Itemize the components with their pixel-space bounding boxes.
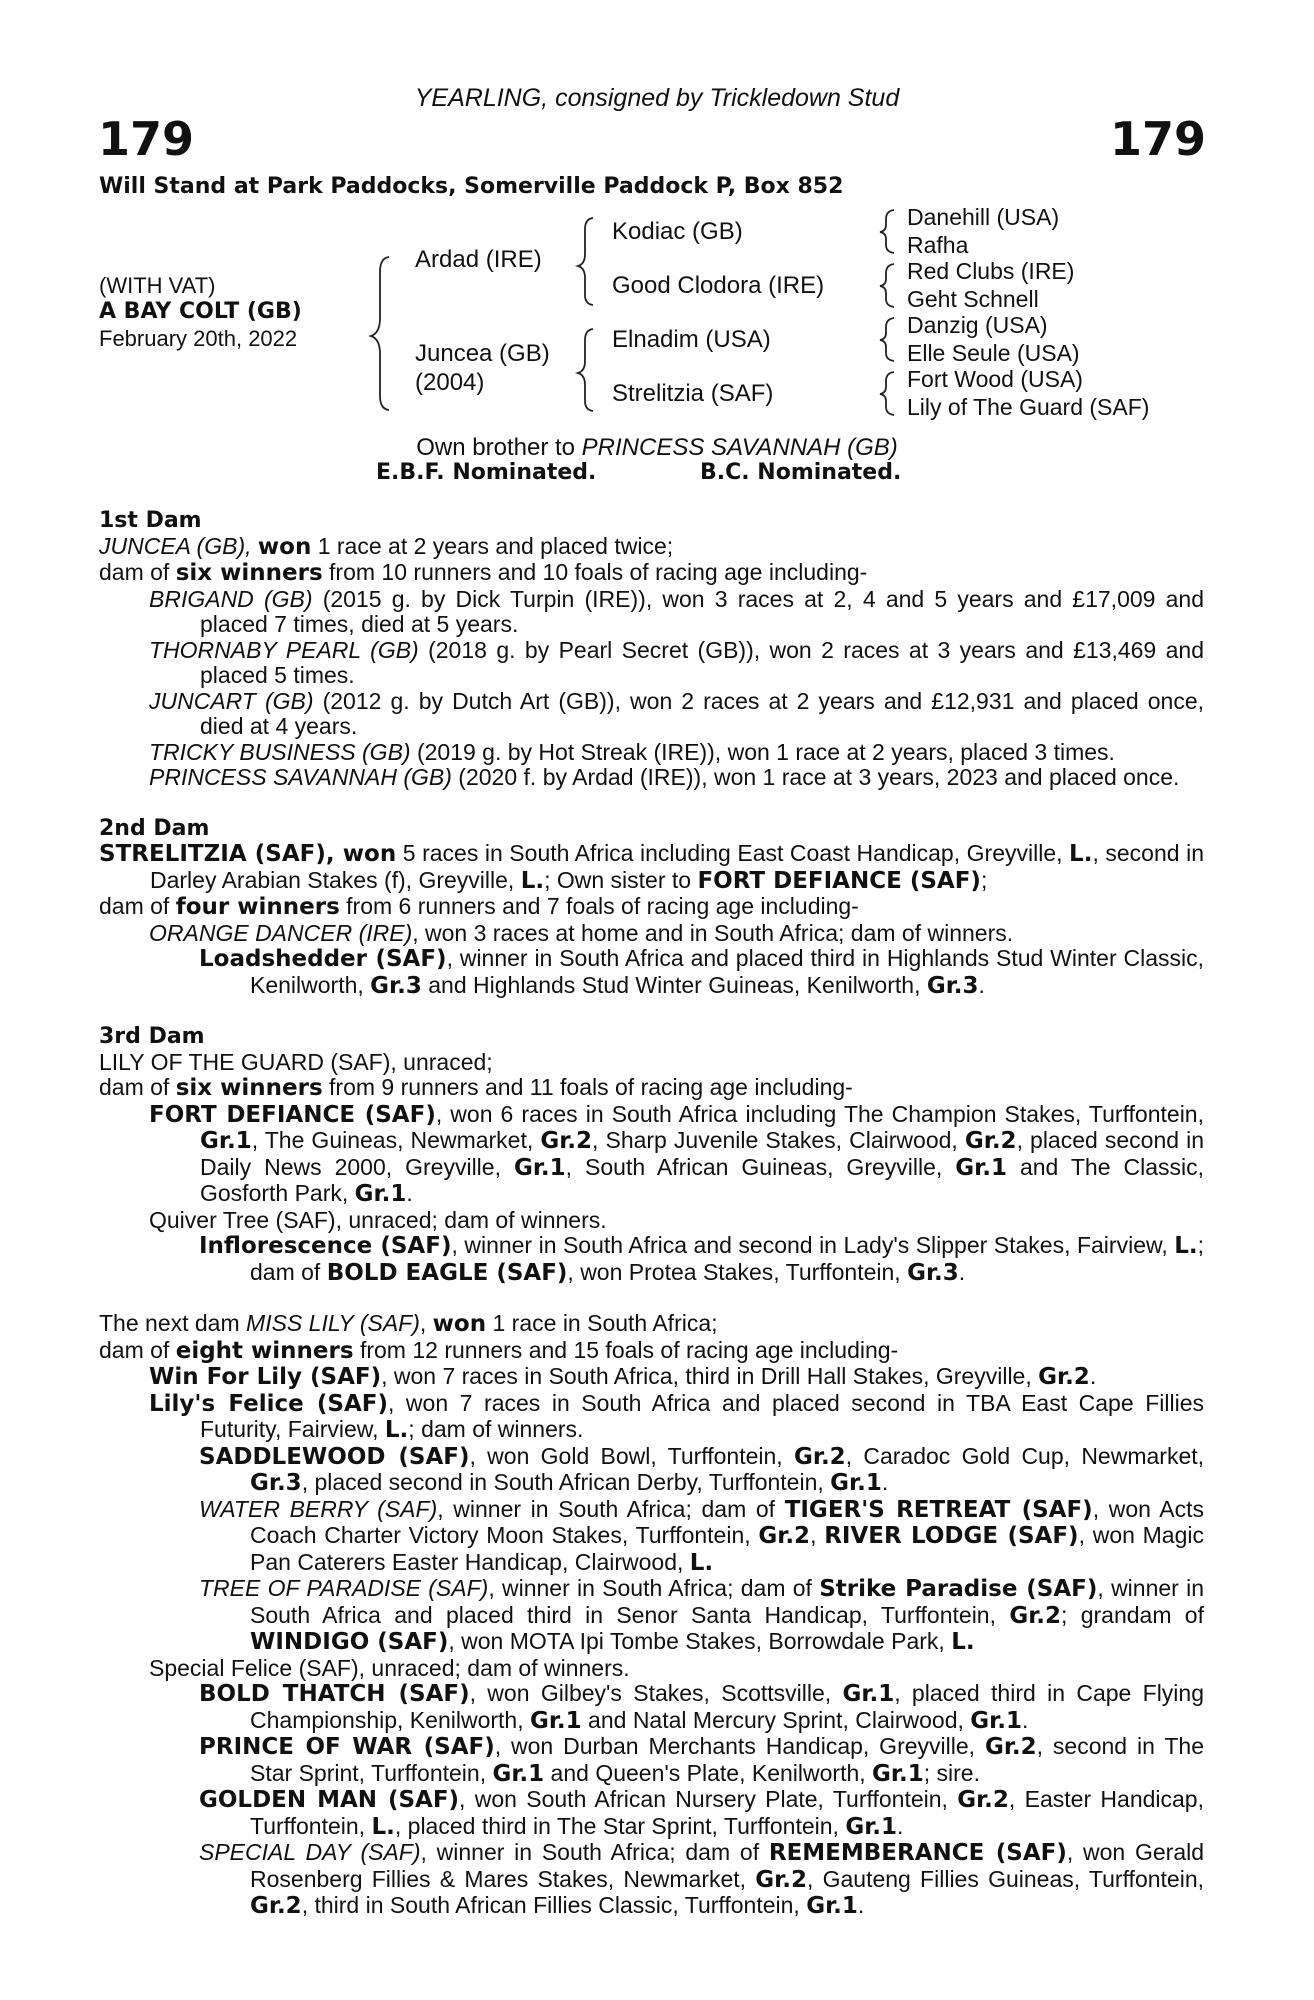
second-dam-heading: 2nd Dam (99, 815, 210, 841)
progeny-entry: Quiver Tree (SAF), unraced; dam of winners. (149, 1206, 607, 1233)
progeny-entry: GOLDEN MAN (SAF), won South African Nursery Plate, Turffontein, Gr.2, Easter Handicap, Turffontein, L., placed third in The Star Sprint, Turffontein, Gr.1. (199, 1786, 1204, 1840)
great-grandparent-2: Rafha (907, 232, 969, 258)
sire: Ardad (IRE) (415, 246, 542, 273)
sire-dam: Good Clodora (IRE) (612, 272, 825, 299)
progeny-entry: TREE OF PARADISE (SAF), winner in South Africa; dam of Strike Paradise (SAF), winner in South Africa and placed third in Senor Santa Handicap, Turffontein, Gr.2; grandam of WINDIGO (SAF), won MOTA Ipi Tombe Stakes, Borrowdale Park, L. (199, 1575, 1204, 1655)
first-dam-heading: 1st Dam (99, 508, 202, 533)
lot-number-right: 179 (1109, 112, 1206, 166)
progeny-entry: Loadshedder (SAF), winner in South Africa and placed third in Highlands Stud Winter Classic, Kenilworth, Gr.3 and Highlands Stud Winter Guineas, Kenilworth, Gr.3. (199, 945, 1204, 999)
third-dam-produce: dam of six winners from 9 runners and 11 foals of racing age including- (99, 1074, 853, 1101)
ebf-nominated: E.B.F. Nominated. (376, 460, 597, 485)
bc-nominated: B.C. Nominated. (700, 460, 902, 485)
progeny-entry: ORANGE DANCER (IRE), won 3 races at home and in South Africa; dam of winners. (149, 919, 1014, 946)
next-dam-line: The next dam MISS LILY (SAF), won 1 race in South Africa; (99, 1310, 718, 1337)
great-grandparent-8: Lily of The Guard (SAF) (907, 394, 1150, 420)
progeny-entry: PRINCE OF WAR (SAF), won Durban Merchants Handicap, Greyville, Gr.2, second in The Star Sprint, Turffontein, Gr.1 and Queen's Plate, Kenilworth, Gr.1; sire. (199, 1733, 1204, 1787)
progeny-entry: SADDLEWOOD (SAF), won Gold Bowl, Turffontein, Gr.2, Caradoc Gold Cup, Newmarket, Gr.3, placed second in South African Derby, Turffontein, Gr.1. (199, 1442, 1205, 1496)
pedigree-brackets (0, 0, 1314, 430)
progeny-entry: Lily's Felice (SAF), won 7 races in South Africa and placed second in TBA East Cape Fillies Futurity, Fairview, L.; dam of winners. (149, 1389, 1204, 1443)
dam-year: (2004) (415, 369, 485, 396)
lot-number-left: 179 (98, 112, 195, 166)
dam-sire: Elnadim (USA) (612, 326, 771, 353)
great-grandparent-6: Elle Seule (USA) (907, 340, 1080, 366)
great-grandparent-3: Red Clubs (IRE) (907, 258, 1075, 284)
great-grandparent-7: Fort Wood (USA) (907, 366, 1083, 392)
great-grandparent-1: Danehill (USA) (907, 204, 1060, 230)
consignor-line: YEARLING, consigned by Trickledown Stud (414, 84, 900, 112)
progeny-entry: BRIGAND (GB) (2015 g. by Dick Turpin (IRE)), won 3 races at 2, 4 and 5 years and £17,009 and placed 7 times, died at 5 years. (149, 585, 1204, 637)
progeny-entry: Inflorescence (SAF), winner in South Africa and second in Lady's Slipper Stakes, Fairview, L.; dam of BOLD EAGLE (SAF), won Protea Stakes, Turffontein, Gr.3. (199, 1232, 1204, 1286)
progeny-entry: Special Felice (SAF), unraced; dam of winners. (149, 1654, 630, 1681)
progeny-entry: Win For Lily (SAF), won 7 races in South Africa, third in Drill Hall Stakes, Greyville, Gr.2. (149, 1363, 1097, 1390)
progeny-entry: JUNCART (GB) (2012 g. by Dutch Art (GB)), won 2 races at 2 years and £12,931 and placed once, died at 4 years. (149, 687, 1204, 739)
progeny-entry: SPECIAL DAY (SAF), winner in South Africa; dam of REMEMBERANCE (SAF), won Gerald Rosenberg Fillies & Mares Stakes, Newmarket, Gr.2, Gauteng Fillies Guineas, Turffontein, Gr.2, third in South African Fillies Classic, Turffontein, Gr.1. (199, 1839, 1205, 1919)
progeny-entry: THORNABY PEARL (GB) (2018 g. by Pearl Secret (GB)), won 2 races at 3 years and £13,469 and placed 5 times. (149, 636, 1204, 688)
catalogue-body (99, 508, 1204, 1920)
third-dam-line: LILY OF THE GUARD (SAF), unraced; (99, 1048, 493, 1075)
second-dam-line: STRELITZIA (SAF), won 5 races in South Africa including East Coast Handicap, Greyville, L., second in Darley Arabian Stakes (f), Greyville, L.; Own sister to FORT DEFIANCE (SAF); (99, 840, 1204, 894)
dam-dam: Strelitzia (SAF) (612, 380, 774, 407)
vat-label: (WITH VAT) (99, 273, 216, 298)
own-brother-note: Own brother to PRINCESS SAVANNAH (GB) (416, 434, 898, 461)
next-dam-produce: dam of eight winners from 12 runners and 15 foals of racing age including- (99, 1336, 899, 1364)
progeny-entry: TRICKY BUSINESS (GB) (2019 g. by Hot Streak (IRE)), won 1 race at 2 years, placed 3 times. (149, 738, 1115, 765)
first-dam-line: JUNCEA (GB), won 1 race at 2 years and placed twice; (99, 532, 674, 560)
progeny-entry: FORT DEFIANCE (SAF), won 6 races in South Africa including The Champion Stakes, Turffontein, Gr.1, The Guineas, Newmarket, Gr.2, Sharp Juvenile Stakes, Clairwood, Gr.2, placed second in Daily News 2000, Greyville, Gr.1, South African Guineas, Greyville, Gr.1 and The Classic, Gosforth Park, Gr.1. (149, 1100, 1205, 1207)
progeny-entry: BOLD THATCH (SAF), won Gilbey's Stakes, Scottsville, Gr.1, placed third in Cape Flying Championship, Kenilworth, Gr.1 and Natal Mercury Sprint, Clairwood, Gr.1. (199, 1680, 1204, 1734)
first-dam-produce: dam of six winners from 10 runners and 10 foals of racing age including- (99, 559, 868, 586)
third-dam-heading: 3rd Dam (99, 1024, 205, 1049)
horse-name: A BAY COLT (GB) (99, 299, 302, 324)
dam: Juncea (GB) (415, 340, 550, 367)
sire-sire: Kodiac (GB) (612, 218, 743, 245)
great-grandparent-5: Danzig (USA) (907, 312, 1048, 338)
progeny-entry: WATER BERRY (SAF), winner in South Africa; dam of TIGER'S RETREAT (SAF), won Acts Coach Charter Victory Moon Stakes, Turffontein, Gr.2, RIVER LODGE (SAF), won Magic Pan Caterers Easter Handicap, Clairwood, L. (199, 1495, 1205, 1576)
second-dam-produce: dam of four winners from 6 runners and 7 foals of racing age including- (99, 893, 859, 920)
great-grandparent-4: Geht Schnell (907, 286, 1039, 312)
progeny-entry: PRINCESS SAVANNAH (GB) (2020 f. by Ardad (IRE)), won 1 race at 3 years, 2023 and placed once. (149, 764, 1180, 790)
stand-location: Will Stand at Park Paddocks, Somerville Paddock P, Box 852 (99, 174, 844, 199)
foaling-date: February 20th, 2022 (99, 326, 298, 351)
